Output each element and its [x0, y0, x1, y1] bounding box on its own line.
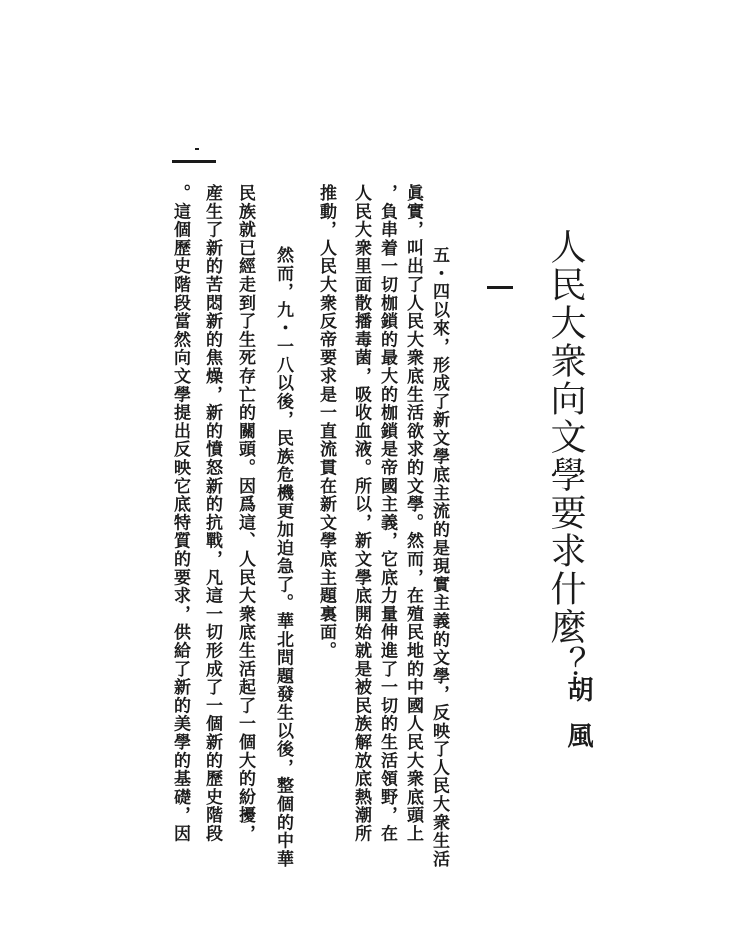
page-number — [172, 160, 216, 163]
section-number-one — [487, 286, 513, 289]
text-column: 民族就已經走到了生死存亡的關頭。因爲這、人民大衆底生活起了一個大的紛擾， — [235, 184, 255, 843]
text-column: 産生了新的苦悶新的焦燥，新的憤怒新的抗戰，凡這一切形成了一個新的歷史階段 — [202, 184, 222, 843]
text-column: 人民大衆里面散播毒菌，吸收血液。所以，新文學底開始就是被民族解放底熱潮所 — [351, 184, 371, 843]
text-column: 眞實，叫出了人民大衆底生活欲求的文學。然而，在殖民地的中國人民大衆底頭上 — [403, 184, 423, 843]
text-column: 推動，人民大衆反帝要求是一直流貫在新文學底主題裏面。 — [316, 184, 336, 660]
page-number-mark — [195, 148, 199, 150]
text-column: 然而，九・一八以後，民族危機更加迫急了。華北問題發生以後，整個的中華 — [273, 246, 293, 869]
article-title: 人民大衆向文學要求什麼？ — [545, 228, 586, 684]
author-name: 胡風 — [563, 676, 593, 768]
text-column: 。這個歷史階段當然向文學提出反映它底特質的要求，供給了新的美學的基礎，因 — [170, 184, 190, 843]
text-column: ，負串着一切枷鎖的最大的枷鎖是帝國主義，它底力量伸進了一切的生活領野，在 — [377, 184, 397, 843]
text-column: 五・四以來，形成了新文學底主流的是現實主義的文學，反映了人民大衆生活 — [429, 246, 449, 869]
